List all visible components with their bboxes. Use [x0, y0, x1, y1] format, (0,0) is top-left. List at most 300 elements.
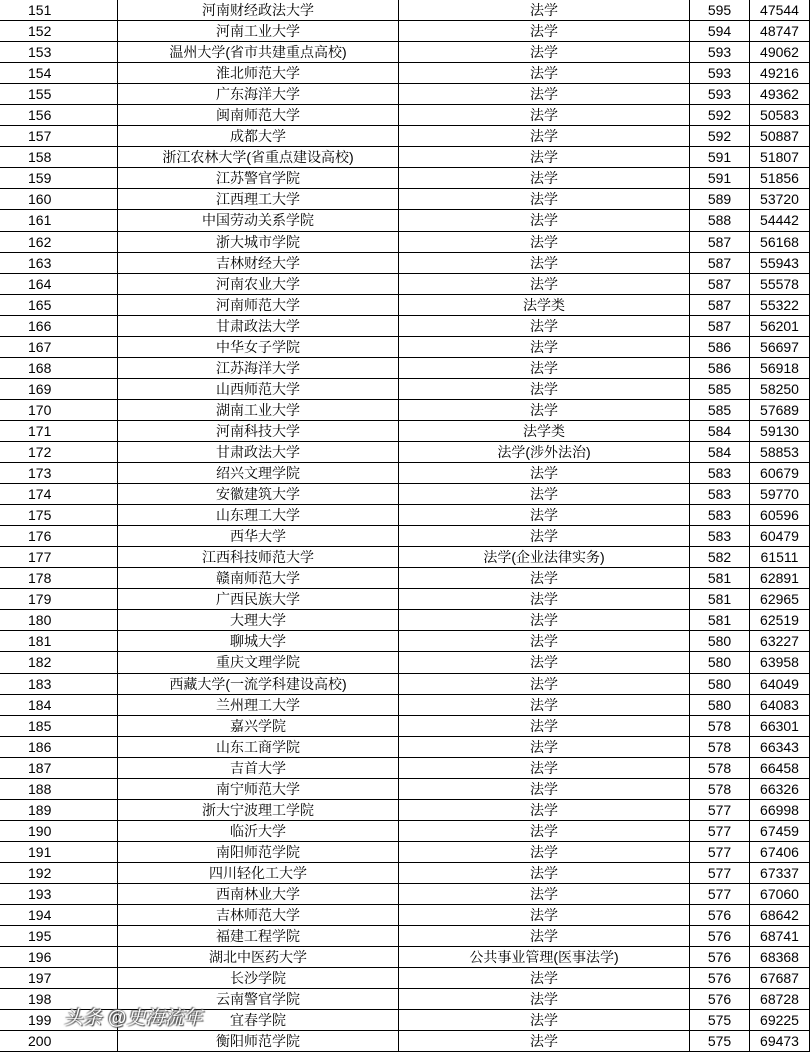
min-rank-cell: 49362 — [750, 84, 810, 105]
min-rank-cell: 66458 — [750, 757, 810, 778]
table-row — [0, 336, 810, 357]
major-name-cell: 法学 — [399, 84, 690, 105]
university-name-cell: 河南科技大学 — [118, 420, 399, 441]
table-row — [0, 0, 810, 21]
min-score-cell: 583 — [690, 505, 750, 526]
table-row — [0, 484, 810, 505]
min-score-cell: 592 — [690, 126, 750, 147]
table-row — [0, 273, 810, 294]
university-name-cell: 吉林师范大学 — [118, 905, 399, 926]
min-rank-cell: 56201 — [750, 315, 810, 336]
university-name-cell: 山西师范大学 — [118, 378, 399, 399]
min-rank-cell: 66326 — [750, 778, 810, 799]
university-name-cell: 湖南工业大学 — [118, 399, 399, 420]
min-score-cell: 576 — [690, 926, 750, 947]
min-rank-cell: 69473 — [750, 1031, 810, 1052]
major-name-cell: 法学 — [399, 673, 690, 694]
table-row — [0, 399, 810, 420]
university-name-cell: 绍兴文理学院 — [118, 463, 399, 484]
min-rank-cell: 68368 — [750, 947, 810, 968]
row-number-cell: 186 — [0, 736, 118, 757]
min-rank-cell: 58853 — [750, 441, 810, 462]
row-number-cell: 191 — [0, 841, 118, 862]
university-name-cell: 甘肃政法大学 — [118, 441, 399, 462]
min-rank-cell: 61511 — [750, 547, 810, 568]
university-name-cell: 河南财经政法大学 — [118, 0, 399, 21]
row-number-cell: 187 — [0, 757, 118, 778]
university-name-cell: 闽南师范大学 — [118, 105, 399, 126]
row-number-cell: 177 — [0, 547, 118, 568]
university-name-cell: 浙江农林大学(省重点建设高校) — [118, 147, 399, 168]
major-name-cell: 公共事业管理(医事法学) — [399, 947, 690, 968]
min-rank-cell: 56697 — [750, 336, 810, 357]
university-name-cell: 河南工业大学 — [118, 21, 399, 42]
university-name-cell: 中国劳动关系学院 — [118, 210, 399, 231]
min-score-cell: 577 — [690, 820, 750, 841]
table-row — [0, 883, 810, 904]
table-row — [0, 505, 810, 526]
min-rank-cell: 57689 — [750, 399, 810, 420]
table-row — [0, 315, 810, 336]
major-name-cell: 法学 — [399, 799, 690, 820]
min-score-cell: 581 — [690, 568, 750, 589]
min-rank-cell: 68642 — [750, 905, 810, 926]
row-number-cell: 153 — [0, 42, 118, 63]
table-row — [0, 694, 810, 715]
min-score-cell: 580 — [690, 694, 750, 715]
row-number-cell: 161 — [0, 210, 118, 231]
min-score-cell: 584 — [690, 441, 750, 462]
university-name-cell: 浙大城市学院 — [118, 231, 399, 252]
min-rank-cell: 63227 — [750, 631, 810, 652]
min-rank-cell: 50887 — [750, 126, 810, 147]
row-number-cell: 157 — [0, 126, 118, 147]
min-score-cell: 591 — [690, 147, 750, 168]
major-name-cell: 法学 — [399, 905, 690, 926]
min-score-cell: 591 — [690, 168, 750, 189]
major-name-cell: 法学 — [399, 631, 690, 652]
row-number-cell: 193 — [0, 883, 118, 904]
row-number-cell: 195 — [0, 926, 118, 947]
min-rank-cell: 67687 — [750, 968, 810, 989]
university-name-cell: 四川轻化工大学 — [118, 862, 399, 883]
major-name-cell: 法学 — [399, 1031, 690, 1052]
table-row — [0, 294, 810, 315]
row-number-cell: 160 — [0, 189, 118, 210]
min-rank-cell: 60679 — [750, 463, 810, 484]
major-name-cell: 法学类 — [399, 294, 690, 315]
min-score-cell: 583 — [690, 526, 750, 547]
min-score-cell: 575 — [690, 1031, 750, 1052]
row-number-cell: 170 — [0, 399, 118, 420]
university-name-cell: 南阳师范学院 — [118, 841, 399, 862]
table-row — [0, 63, 810, 84]
min-score-cell: 578 — [690, 778, 750, 799]
row-number-cell: 171 — [0, 420, 118, 441]
table-row — [0, 652, 810, 673]
university-name-cell: 安徽建筑大学 — [118, 484, 399, 505]
university-name-cell: 山东工商学院 — [118, 736, 399, 757]
table-row — [0, 989, 810, 1010]
min-rank-cell: 62519 — [750, 610, 810, 631]
min-score-cell: 585 — [690, 399, 750, 420]
min-rank-cell: 66998 — [750, 799, 810, 820]
table-row — [0, 1031, 810, 1052]
row-number-cell: 173 — [0, 463, 118, 484]
university-name-cell: 江苏警官学院 — [118, 168, 399, 189]
min-score-cell: 577 — [690, 862, 750, 883]
university-name-cell: 云南警官学院 — [118, 989, 399, 1010]
table-row — [0, 547, 810, 568]
table-row — [0, 631, 810, 652]
university-name-cell: 西南林业大学 — [118, 883, 399, 904]
major-name-cell: 法学 — [399, 778, 690, 799]
min-score-cell: 593 — [690, 63, 750, 84]
table-row — [0, 715, 810, 736]
university-name-cell: 兰州理工大学 — [118, 694, 399, 715]
min-rank-cell: 62891 — [750, 568, 810, 589]
min-score-cell: 586 — [690, 357, 750, 378]
university-name-cell: 长沙学院 — [118, 968, 399, 989]
university-name-cell: 重庆文理学院 — [118, 652, 399, 673]
row-number-cell: 167 — [0, 336, 118, 357]
major-name-cell: 法学 — [399, 1010, 690, 1031]
major-name-cell: 法学 — [399, 42, 690, 63]
row-number-cell: 158 — [0, 147, 118, 168]
row-number-cell: 165 — [0, 294, 118, 315]
major-name-cell: 法学 — [399, 357, 690, 378]
min-rank-cell: 64049 — [750, 673, 810, 694]
major-name-cell: 法学 — [399, 841, 690, 862]
min-score-cell: 576 — [690, 989, 750, 1010]
min-score-cell: 584 — [690, 420, 750, 441]
row-number-cell: 164 — [0, 273, 118, 294]
min-score-cell: 588 — [690, 210, 750, 231]
min-score-cell: 576 — [690, 947, 750, 968]
university-name-cell: 江西科技师范大学 — [118, 547, 399, 568]
major-name-cell: 法学 — [399, 883, 690, 904]
major-name-cell: 法学 — [399, 694, 690, 715]
major-name-cell: 法学 — [399, 484, 690, 505]
min-rank-cell: 67060 — [750, 883, 810, 904]
table-row — [0, 147, 810, 168]
university-name-cell: 河南师范大学 — [118, 294, 399, 315]
major-name-cell: 法学 — [399, 589, 690, 610]
table-row — [0, 210, 810, 231]
university-name-cell: 西藏大学(一流学科建设高校) — [118, 673, 399, 694]
table-row — [0, 736, 810, 757]
table-row — [0, 378, 810, 399]
table-row — [0, 105, 810, 126]
min-rank-cell: 60479 — [750, 526, 810, 547]
min-score-cell: 587 — [690, 231, 750, 252]
min-rank-cell: 49062 — [750, 42, 810, 63]
university-name-cell: 西华大学 — [118, 526, 399, 547]
min-score-cell: 581 — [690, 610, 750, 631]
min-score-cell: 578 — [690, 736, 750, 757]
row-number-cell: 174 — [0, 484, 118, 505]
min-score-cell: 587 — [690, 294, 750, 315]
table-row — [0, 799, 810, 820]
min-score-cell: 587 — [690, 315, 750, 336]
min-rank-cell: 56168 — [750, 231, 810, 252]
university-name-cell: 赣南师范大学 — [118, 568, 399, 589]
major-name-cell: 法学 — [399, 715, 690, 736]
university-name-cell: 山东理工大学 — [118, 505, 399, 526]
row-number-cell: 179 — [0, 589, 118, 610]
major-name-cell: 法学 — [399, 21, 690, 42]
table-row — [0, 420, 810, 441]
major-name-cell: 法学 — [399, 463, 690, 484]
min-score-cell: 583 — [690, 484, 750, 505]
major-name-cell: 法学(涉外法治) — [399, 441, 690, 462]
university-name-cell: 吉林财经大学 — [118, 252, 399, 273]
row-number-cell: 151 — [0, 0, 118, 21]
university-name-cell: 河南农业大学 — [118, 273, 399, 294]
row-number-cell: 197 — [0, 968, 118, 989]
row-number-cell: 200 — [0, 1031, 118, 1052]
min-rank-cell: 56918 — [750, 357, 810, 378]
min-rank-cell: 51856 — [750, 168, 810, 189]
min-score-cell: 587 — [690, 273, 750, 294]
university-name-cell: 宜春学院 — [118, 1010, 399, 1031]
min-score-cell: 580 — [690, 631, 750, 652]
min-rank-cell: 47544 — [750, 0, 810, 21]
min-rank-cell: 58250 — [750, 378, 810, 399]
university-name-cell: 临沂大学 — [118, 820, 399, 841]
major-name-cell: 法学 — [399, 315, 690, 336]
university-name-cell: 福建工程学院 — [118, 926, 399, 947]
major-name-cell: 法学 — [399, 610, 690, 631]
table-row — [0, 841, 810, 862]
table-row — [0, 568, 810, 589]
table-row — [0, 21, 810, 42]
row-number-cell: 162 — [0, 231, 118, 252]
major-name-cell: 法学 — [399, 568, 690, 589]
row-number-cell: 185 — [0, 715, 118, 736]
table-row — [0, 589, 810, 610]
min-score-cell: 592 — [690, 105, 750, 126]
min-rank-cell: 66301 — [750, 715, 810, 736]
min-score-cell: 587 — [690, 252, 750, 273]
table-row — [0, 968, 810, 989]
min-score-cell: 589 — [690, 189, 750, 210]
major-name-cell: 法学 — [399, 63, 690, 84]
row-number-cell: 178 — [0, 568, 118, 589]
major-name-cell: 法学类 — [399, 420, 690, 441]
min-rank-cell: 54442 — [750, 210, 810, 231]
row-number-cell: 166 — [0, 315, 118, 336]
table-row — [0, 526, 810, 547]
min-rank-cell: 53720 — [750, 189, 810, 210]
row-number-cell: 175 — [0, 505, 118, 526]
major-name-cell: 法学 — [399, 736, 690, 757]
table-row — [0, 357, 810, 378]
row-number-cell: 159 — [0, 168, 118, 189]
min-rank-cell: 68728 — [750, 989, 810, 1010]
min-rank-cell: 59770 — [750, 484, 810, 505]
min-rank-cell: 63958 — [750, 652, 810, 673]
min-score-cell: 578 — [690, 757, 750, 778]
table-row — [0, 673, 810, 694]
row-number-cell: 156 — [0, 105, 118, 126]
major-name-cell: 法学 — [399, 399, 690, 420]
university-name-cell: 南宁师范大学 — [118, 778, 399, 799]
min-rank-cell: 55578 — [750, 273, 810, 294]
min-score-cell: 582 — [690, 547, 750, 568]
min-score-cell: 581 — [690, 589, 750, 610]
min-rank-cell: 60596 — [750, 505, 810, 526]
major-name-cell: 法学 — [399, 147, 690, 168]
row-number-cell: 188 — [0, 778, 118, 799]
major-name-cell: 法学 — [399, 926, 690, 947]
major-name-cell: 法学 — [399, 378, 690, 399]
university-name-cell: 嘉兴学院 — [118, 715, 399, 736]
min-score-cell: 576 — [690, 905, 750, 926]
major-name-cell: 法学 — [399, 336, 690, 357]
row-number-cell: 189 — [0, 799, 118, 820]
major-name-cell: 法学 — [399, 189, 690, 210]
table-row — [0, 168, 810, 189]
major-name-cell: 法学(企业法律实务) — [399, 547, 690, 568]
table-row — [0, 252, 810, 273]
table-row — [0, 905, 810, 926]
min-score-cell: 594 — [690, 21, 750, 42]
table-row — [0, 189, 810, 210]
major-name-cell: 法学 — [399, 820, 690, 841]
min-score-cell: 580 — [690, 673, 750, 694]
table-row — [0, 42, 810, 63]
row-number-cell: 182 — [0, 652, 118, 673]
table-row — [0, 778, 810, 799]
min-score-cell: 577 — [690, 799, 750, 820]
row-number-cell: 199 — [0, 1010, 118, 1031]
university-name-cell: 聊城大学 — [118, 631, 399, 652]
table-row — [0, 84, 810, 105]
min-rank-cell: 55943 — [750, 252, 810, 273]
major-name-cell: 法学 — [399, 505, 690, 526]
major-name-cell: 法学 — [399, 0, 690, 21]
table-row — [0, 947, 810, 968]
university-name-cell: 温州大学(省市共建重点高校) — [118, 42, 399, 63]
row-number-cell: 184 — [0, 694, 118, 715]
min-rank-cell: 66343 — [750, 736, 810, 757]
min-score-cell: 593 — [690, 84, 750, 105]
min-rank-cell: 62965 — [750, 589, 810, 610]
university-name-cell: 淮北师范大学 — [118, 63, 399, 84]
row-number-cell: 181 — [0, 631, 118, 652]
min-score-cell: 580 — [690, 652, 750, 673]
min-score-cell: 593 — [690, 42, 750, 63]
row-number-cell: 190 — [0, 820, 118, 841]
min-rank-cell: 64083 — [750, 694, 810, 715]
row-number-cell: 196 — [0, 947, 118, 968]
row-number-cell: 198 — [0, 989, 118, 1010]
min-rank-cell: 48747 — [750, 21, 810, 42]
table-row — [0, 862, 810, 883]
major-name-cell: 法学 — [399, 168, 690, 189]
table-row — [0, 820, 810, 841]
min-rank-cell: 67406 — [750, 841, 810, 862]
major-name-cell: 法学 — [399, 989, 690, 1010]
row-number-cell: 183 — [0, 673, 118, 694]
min-rank-cell: 51807 — [750, 147, 810, 168]
min-score-cell: 585 — [690, 378, 750, 399]
table-row — [0, 441, 810, 462]
university-name-cell: 大理大学 — [118, 610, 399, 631]
min-score-cell: 577 — [690, 883, 750, 904]
university-name-cell: 衡阳师范学院 — [118, 1031, 399, 1052]
major-name-cell: 法学 — [399, 252, 690, 273]
min-score-cell: 578 — [690, 715, 750, 736]
min-rank-cell: 67459 — [750, 820, 810, 841]
major-name-cell: 法学 — [399, 757, 690, 778]
min-rank-cell: 59130 — [750, 420, 810, 441]
row-number-cell: 154 — [0, 63, 118, 84]
row-number-cell: 155 — [0, 84, 118, 105]
row-number-cell: 192 — [0, 862, 118, 883]
row-number-cell: 168 — [0, 357, 118, 378]
min-rank-cell: 67337 — [750, 862, 810, 883]
major-name-cell: 法学 — [399, 105, 690, 126]
university-name-cell: 中华女子学院 — [118, 336, 399, 357]
university-name-cell: 吉首大学 — [118, 757, 399, 778]
table-row — [0, 926, 810, 947]
row-number-cell: 163 — [0, 252, 118, 273]
min-rank-cell: 68741 — [750, 926, 810, 947]
table-row — [0, 126, 810, 147]
min-rank-cell: 50583 — [750, 105, 810, 126]
university-name-cell: 成都大学 — [118, 126, 399, 147]
major-name-cell: 法学 — [399, 126, 690, 147]
major-name-cell: 法学 — [399, 968, 690, 989]
university-name-cell: 广东海洋大学 — [118, 84, 399, 105]
university-name-cell: 甘肃政法大学 — [118, 315, 399, 336]
university-name-cell: 浙大宁波理工学院 — [118, 799, 399, 820]
min-score-cell: 583 — [690, 463, 750, 484]
table-row — [0, 610, 810, 631]
major-name-cell: 法学 — [399, 273, 690, 294]
major-name-cell: 法学 — [399, 210, 690, 231]
row-number-cell: 194 — [0, 905, 118, 926]
watermark: 头条 @史海流年 — [64, 1008, 203, 1029]
university-name-cell: 江苏海洋大学 — [118, 357, 399, 378]
min-score-cell: 575 — [690, 1010, 750, 1031]
min-score-cell: 586 — [690, 336, 750, 357]
row-number-cell: 152 — [0, 21, 118, 42]
min-rank-cell: 55322 — [750, 294, 810, 315]
major-name-cell: 法学 — [399, 862, 690, 883]
min-score-cell: 576 — [690, 968, 750, 989]
university-name-cell: 湖北中医药大学 — [118, 947, 399, 968]
major-name-cell: 法学 — [399, 231, 690, 252]
row-number-cell: 169 — [0, 378, 118, 399]
min-rank-cell: 69225 — [750, 1010, 810, 1031]
row-number-cell: 176 — [0, 526, 118, 547]
min-score-cell: 577 — [690, 841, 750, 862]
row-number-cell: 180 — [0, 610, 118, 631]
university-name-cell: 广西民族大学 — [118, 589, 399, 610]
table-row — [0, 1010, 810, 1031]
min-score-cell: 595 — [690, 0, 750, 21]
row-number-cell: 172 — [0, 441, 118, 462]
major-name-cell: 法学 — [399, 526, 690, 547]
major-name-cell: 法学 — [399, 652, 690, 673]
table-row — [0, 463, 810, 484]
min-rank-cell: 49216 — [750, 63, 810, 84]
table-row — [0, 757, 810, 778]
table-row — [0, 231, 810, 252]
